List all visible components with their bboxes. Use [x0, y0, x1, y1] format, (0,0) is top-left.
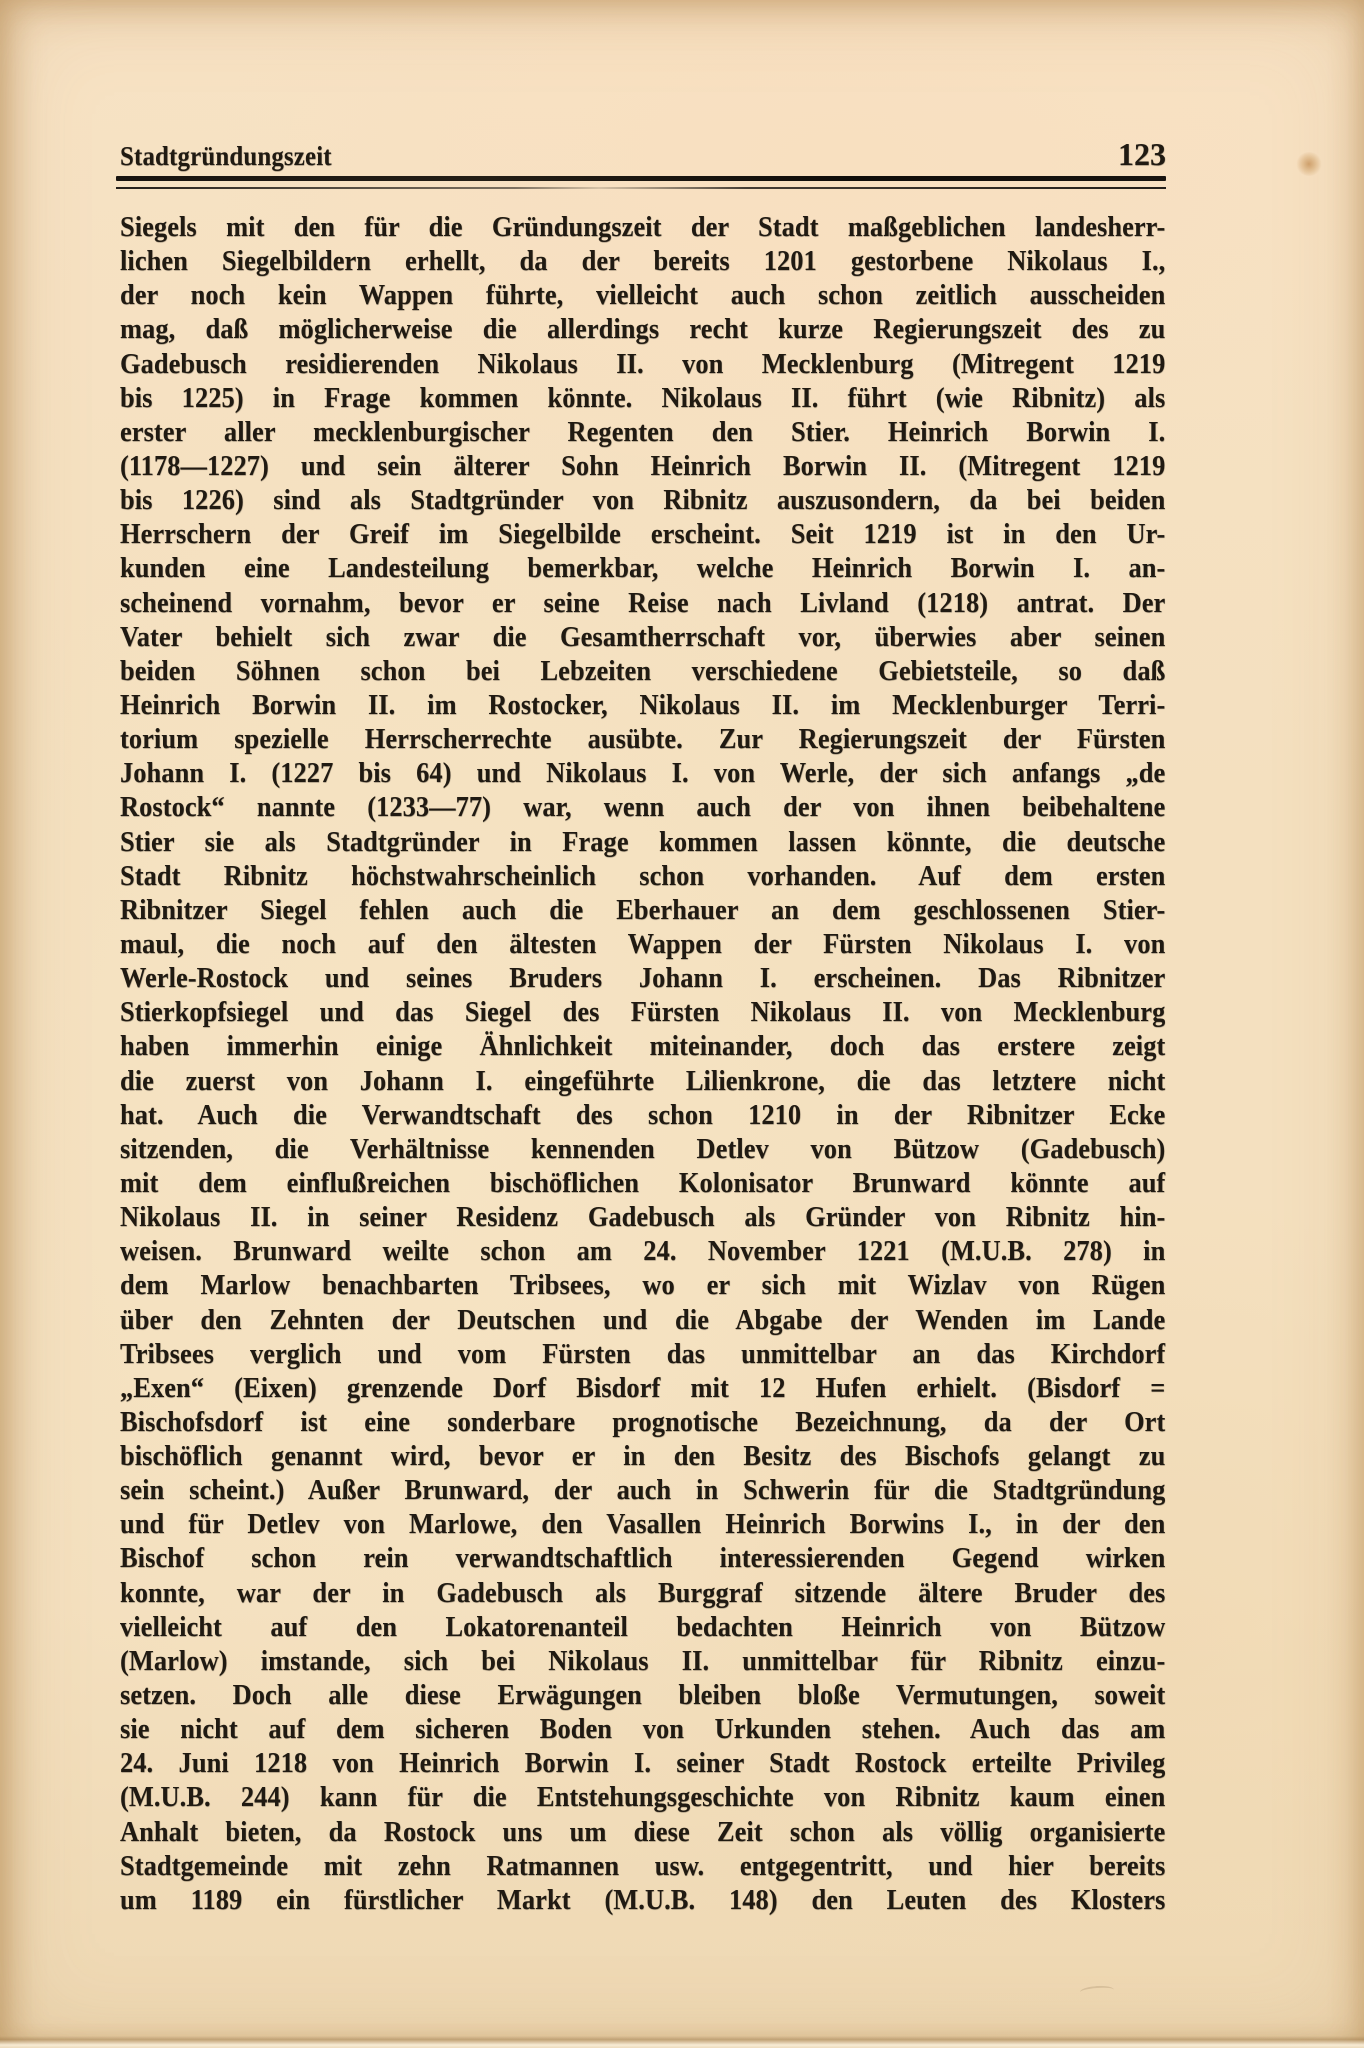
text-line: Vater behielt sich zwar die Gesamtherrschaft vor, überwies aber seinen [120, 620, 1166, 653]
text-line: und für Detlev von Marlowe, den Vasallen Heinrich Borwins I., in der den [120, 1508, 1166, 1541]
text-line: Werle-Rostock und seines Bruders Johann I. erscheinen. Das Ribnitzer [120, 962, 1166, 995]
text-line: Bischof schon rein verwandtschaftlich interessierenden Gegend wirken [120, 1542, 1166, 1575]
text-line: erster aller mecklenburgischer Regenten den Stier. Heinrich Borwin I. [120, 415, 1166, 448]
text-line: Stier sie als Stadtgründer in Frage kommen lassen könnte, die deutsche [120, 825, 1166, 858]
text-line: „Exen“ (Eixen) grenzende Dorf Bisdorf mit 12 Hufen erhielt. (Bisdorf = [120, 1371, 1166, 1404]
text-line: scheinend vornahm, bevor er seine Reise nach Livland (1218) antrat. Der [120, 586, 1166, 619]
text-line: (1178—1227) und sein älterer Sohn Heinrich Borwin II. (Mitregent 1219 [120, 449, 1166, 482]
text-line: der noch kein Wappen führte, vielleicht auch schon zeitlich ausscheiden [120, 279, 1166, 312]
text-line: Siegels mit den für die Gründungszeit der Stadt maßgeblichen landesherr- [120, 211, 1166, 243]
text-line: bis 1225) in Frage kommen könnte. Nikolaus II. führt (wie Ribnitz) als [120, 381, 1166, 414]
header-rule-thick-line [116, 176, 1166, 181]
text-line: haben immerhin einige Ähnlichkeit miteinander, doch das erstere zeigt [120, 1030, 1166, 1063]
text-line: (Marlow) imstande, sich bei Nikolaus II. unmittelbar für Ribnitz einzu- [120, 1644, 1166, 1677]
text-line: Stadt Ribnitz höchstwahrscheinlich schon vorhanden. Auf dem ersten [120, 859, 1166, 892]
text-line: Johann I. (1227 bis 64) und Nikolaus I. von Werle, der sich anfangs „de [120, 757, 1166, 790]
text-line: konnte, war der in Gadebusch als Burggraf sitzende ältere Bruder des [120, 1576, 1166, 1609]
text-line: maul, die noch auf den ältesten Wappen der Fürsten Nikolaus I. von [120, 927, 1166, 960]
text-line: Stierkopfsiegel und das Siegel des Fürsten Nikolaus II. von Mecklenburg [120, 996, 1166, 1029]
text-line: mag, daß möglicherweise die allerdings recht kurze Regierungszeit des zu [120, 313, 1166, 346]
text-line: 24. Juni 1218 von Heinrich Borwin I. seiner Stadt Rostock erteilte Privileg [120, 1747, 1166, 1780]
text-line: Anhalt bieten, da Rostock uns um diese Zeit schon als völlig organisierte [120, 1815, 1166, 1848]
running-head [120, 136, 1166, 173]
text-line: vielleicht auf den Lokatorenanteil bedachten Heinrich von Bützow [120, 1610, 1166, 1643]
text-line: mit dem einflußreichen bischöflichen Kolonisator Brunward könnte auf [120, 1166, 1166, 1199]
text-line: Ribnitzer Siegel fehlen auch die Eberhauer an dem geschlossenen Stier- [120, 893, 1166, 926]
text-line: Gadebusch residierenden Nikolaus II. von Mecklenburg (Mitregent 1219 [120, 347, 1166, 380]
text-line: Bischofsdorf ist eine sonderbare prognotische Bezeichnung, da der Ort [120, 1405, 1166, 1438]
text-line: hat. Auch die Verwandtschaft des schon 1210 in der Ribnitzer Ecke [120, 1098, 1166, 1131]
page-bottom-edge [0, 2036, 1364, 2048]
header-rule [116, 176, 1166, 189]
body-text-block [120, 210, 1165, 1917]
text-line: torium spezielle Herrscherrechte ausübte. Zur Regierungszeit der Fürsten [120, 723, 1166, 756]
text-line: sie nicht auf dem sicheren Boden von Urkunden stehen. Auch das am [120, 1713, 1166, 1746]
text-line: Heinrich Borwin II. im Rostocker, Nikolaus II. im Mecklenburger Terri- [120, 688, 1166, 721]
text-line: bis 1226) sind als Stadtgründer von Ribnitz auszusondern, da bei beiden [120, 484, 1166, 517]
text-line: beiden Söhnen schon bei Lebzeiten verschiedene Gebietsteile, so daß [120, 654, 1166, 687]
text-line: lichen Siegelbildern erhellt, da der bereits 1201 gestorbene Nikolaus I., [120, 245, 1166, 278]
text-line: Tribsees verglich und vom Fürsten das unmittelbar an das Kirchdorf [120, 1337, 1166, 1370]
text-line: Rostock“ nannte (1233—77) war, wenn auch der von ihnen beibehaltene [120, 791, 1166, 824]
running-head-title: Stadtgründungszeit [120, 141, 332, 171]
text-line: Nikolaus II. in seiner Residenz Gadebusch als Gründer von Ribnitz hin- [120, 1201, 1166, 1234]
text-line: weisen. Brunward weilte schon am 24. November 1221 (M.U.B. 278) in [120, 1235, 1166, 1268]
page-number: 123 [1118, 136, 1166, 172]
text-line: über den Zehnten der Deutschen und die Abgabe der Wenden im Lande [120, 1303, 1166, 1336]
text-line: Herrschern der Greif im Siegelbilde erscheint. Seit 1219 ist in den Ur- [120, 518, 1166, 551]
text-line: setzen. Doch alle diese Erwägungen bleiben bloße Vermutungen, soweit [120, 1679, 1166, 1712]
header-rule-thin-line [116, 187, 1166, 189]
text-line: sein scheint.) Außer Brunward, der auch in Schwerin für die Stadtgründung [120, 1474, 1166, 1507]
text-line: sitzenden, die Verhältnisse kennenden Detlev von Bützow (Gadebusch) [120, 1132, 1166, 1165]
text-line: die zuerst von Johann I. eingeführte Lilienkrone, die das letztere nicht [120, 1064, 1166, 1097]
text-line: bischöflich genannt wird, bevor er in den Besitz des Bischofs gelangt zu [120, 1440, 1166, 1473]
text-line: um 1189 ein fürstlicher Markt (M.U.B. 148) den Leuten des Klosters [120, 1883, 1166, 1916]
text-line: (M.U.B. 244) kann für die Entstehungsgeschichte von Ribnitz kaum einen [120, 1781, 1166, 1814]
text-line: dem Marlow benachbarten Tribsees, wo er sich mit Wizlav von Rügen [120, 1269, 1166, 1302]
paper-stain [1296, 152, 1322, 176]
scan-artifact-mark [1080, 1985, 1115, 1997]
text-line: Stadtgemeinde mit zehn Ratmannen usw. entgegentritt, und hier bereits [120, 1849, 1166, 1882]
text-line: kunden eine Landesteilung bemerkbar, welche Heinrich Borwin I. an- [120, 552, 1166, 585]
